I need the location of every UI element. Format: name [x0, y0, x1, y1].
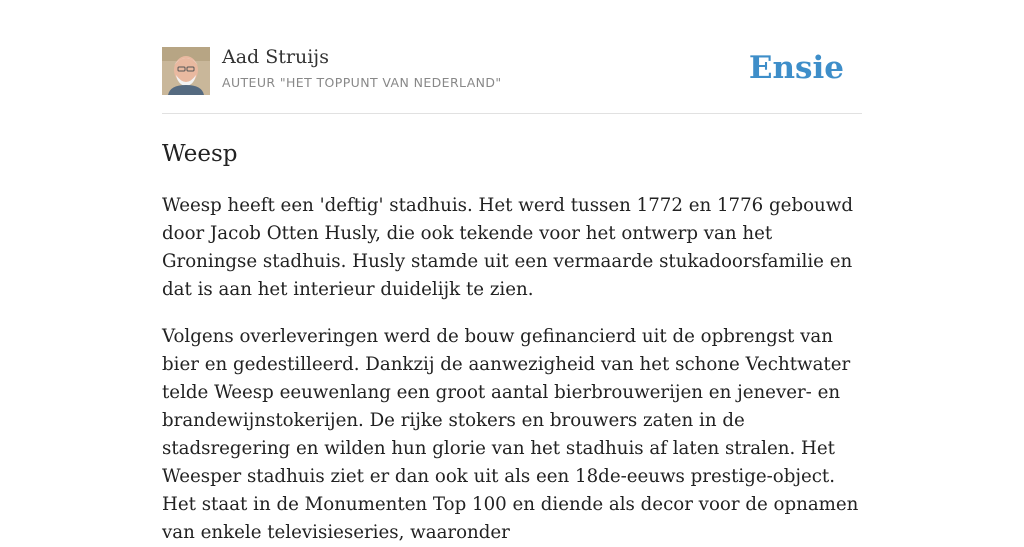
brand-logo[interactable]: Ensie: [748, 50, 844, 86]
author-role: AUTEUR "HET TOPPUNT VAN NEDERLAND": [222, 75, 502, 90]
article-header: [162, 0, 862, 114]
article-paragraph: Weesp heeft een 'deftig' stadhuis. Het werd tussen 1772 en 1776 gebouwd door Jacob Otten Husly, die ook tekende voor het ontwerp van het Groningse stadhuis. Husly stamde uit een vermaarde stukadoorsfamilie en dat is aan het interieur duidelijk te zien.: [162, 195, 853, 300]
article-paragraph: Volgens overleveringen werd de bouw gefinancierd uit de opbrengst van bier en gedestilleerd. Dankzij de aanwezigheid van het schone Vechtwater telde Weesp eeuwenlang een groot aantal bierbrouwerijen en jenever- en brandewijnstokerijen. De rijke stokers en brouwers zaten in de stadsregering en wilden hun glorie van het stadhuis af laten stralen. Het Weesper stadhuis ziet er dan ook uit als een 18de-eeuws prestige-object. Het staat in de Monumenten Top 100 en diende als decor voor de opnamen van enkele televisieseries, waaronder: [162, 326, 859, 543]
author-avatar[interactable]: [162, 47, 210, 95]
article-title: Weesp: [162, 141, 238, 167]
author-name[interactable]: Aad Struijs: [222, 46, 329, 68]
article-body: [162, 192, 862, 547]
author-portrait-icon: [162, 47, 210, 95]
article-page: [162, 0, 862, 547]
